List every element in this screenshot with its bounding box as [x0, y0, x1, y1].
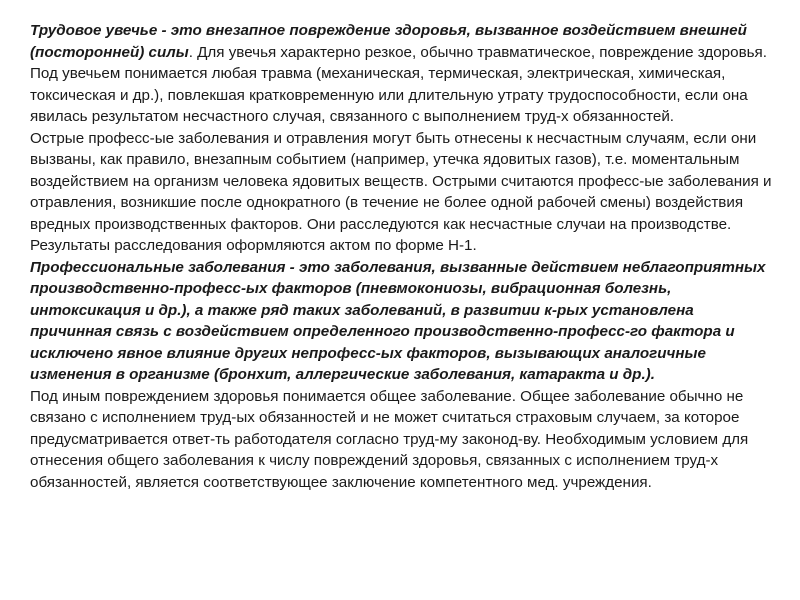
paragraph-other-health-damage: Под иным повреждением здоровья понимается общее заболевание. Общее заболевание обычно не связано с исполнением труд-ых обязанностей и не может считаться страховым случаем, за которое предусматривается ответ-ть работодателя согласно труд-му законод-ву. Необходимым условием для отнесения общего заболевания к числу повреждений здоровья, связанных с исполнением труд-х обязанностей, является соответствующее заключение компетентного мед. учреждения.	[30, 387, 749, 491]
paragraph-acute-diseases: Острые професс-ые заболевания и отравления могут быть отнесены к несчастным случаям, если они вызваны, как правило, внезапным событием (например, утечка ядовитых газов), т.е. моментальным воздействием на организм человека ядовитых веществ. Острыми считаются професс-ые заболевания и отравления, возникшие после однократного (в течение не более одной рабочей смены) воздействия вредных производственных факторов. Они расследуются как несчастные случаи на производстве. Результаты расследования оформляются актом по форме Н-1.	[30, 129, 772, 254]
term-work-injury: Трудовое увечье - это внезапное повреждение здоровья, вызванное воздействием внешней (посторонней) силы	[30, 22, 747, 61]
work-injury-description: . Для увечья характерно резкое, обычно травматическое, повреждение здоровья. Под увечьем понимается любая травма (механическая, термическая, электрическая, химическая, токсическая и др.), повлекшая кратковременную или длительную утрату трудоспособности, если она явилась результатом несчастного случая, связанного с выполнением труд-х обязанностей.	[30, 43, 767, 125]
paragraph-occupational-diseases: Профессиональные заболевания - это заболевания, вызванные действием неблагоприятных производственно-професс-ых факторов (пневмокониозы, вибрационная болезнь, интоксикация и др.), а также ряд таких заболеваний, в развитии к-рых установлена причинная связь с воздействием определенного производственно-професс-го фактора и исключено явное влияние других непрофесс-ых факторов, вызывающих аналогичные изменения в организме (бронхит, аллергические заболевания, катаракта и др.).	[30, 258, 766, 383]
document-body	[30, 20, 775, 580]
paragraph-work-injury	[30, 20, 775, 128]
